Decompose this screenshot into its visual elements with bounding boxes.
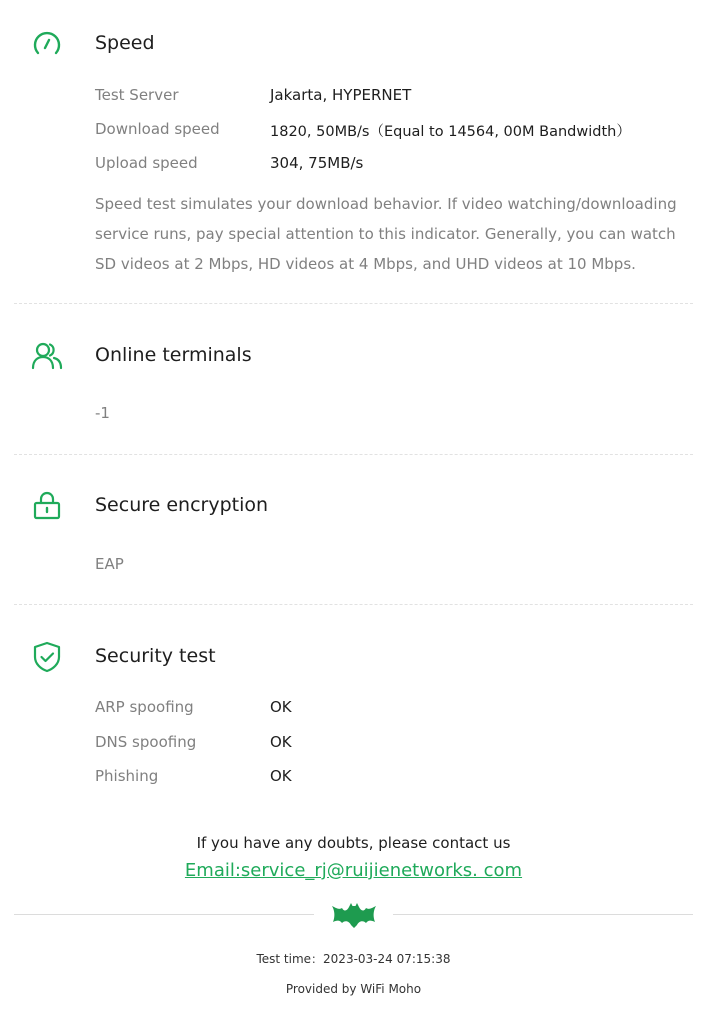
lock-icon	[30, 489, 64, 523]
arp-spoofing-label: ARP spoofing	[95, 698, 194, 716]
footer-divider-left	[14, 914, 314, 915]
online-terminals-title: Online terminals	[95, 344, 252, 366]
phishing-value: OK	[270, 767, 292, 785]
speed-title: Speed	[95, 32, 155, 54]
download-speed-label: Download speed	[95, 120, 220, 138]
provided-by: Provided by WiFi Moho	[285, 982, 422, 996]
section-divider	[14, 604, 693, 605]
phishing-label: Phishing	[95, 767, 159, 785]
secure-encryption-value: EAP	[95, 555, 124, 573]
users-icon	[30, 339, 64, 373]
test-server-label: Test Server	[95, 86, 179, 104]
secure-encryption-title: Secure encryption	[95, 494, 269, 516]
shield-check-icon	[30, 640, 64, 674]
online-terminals-value: -1	[95, 404, 110, 422]
download-speed-value: 1820, 50MB/s（Equal to 14564, 00M Bandwidth）	[270, 124, 631, 140]
dns-spoofing-value: OK	[270, 733, 292, 751]
contact-text: If you have any doubts, please contact us	[196, 834, 511, 852]
upload-speed-value: 304, 75MB/s	[270, 154, 364, 172]
upload-speed-label: Upload speed	[95, 154, 198, 172]
speedometer-icon	[30, 27, 64, 61]
speed-description: Speed test simulates your download behavior. If video watching/downloading service runs, pay special attention to this indicator. Generally, you can watch SD videos at 2 Mbps, HD videos at 4 Mbps, and UHD videos at 10 Mbps.	[95, 195, 677, 273]
section-divider	[14, 303, 693, 304]
email-link[interactable]: Email:service_rj@ruijienetworks. com	[184, 860, 523, 881]
email-link-wrapper	[0, 860, 707, 881]
footer-divider-right	[393, 914, 693, 915]
security-test-title: Security test	[95, 645, 216, 667]
test-time: Test time：2023-03-24 07:15:38	[256, 952, 451, 966]
test-server-value: Jakarta, HYPERNET	[270, 86, 412, 104]
dns-spoofing-label: DNS spoofing	[95, 733, 197, 751]
arp-spoofing-value: OK	[270, 698, 292, 716]
bat-logo-icon	[331, 899, 377, 929]
section-divider	[14, 454, 693, 455]
